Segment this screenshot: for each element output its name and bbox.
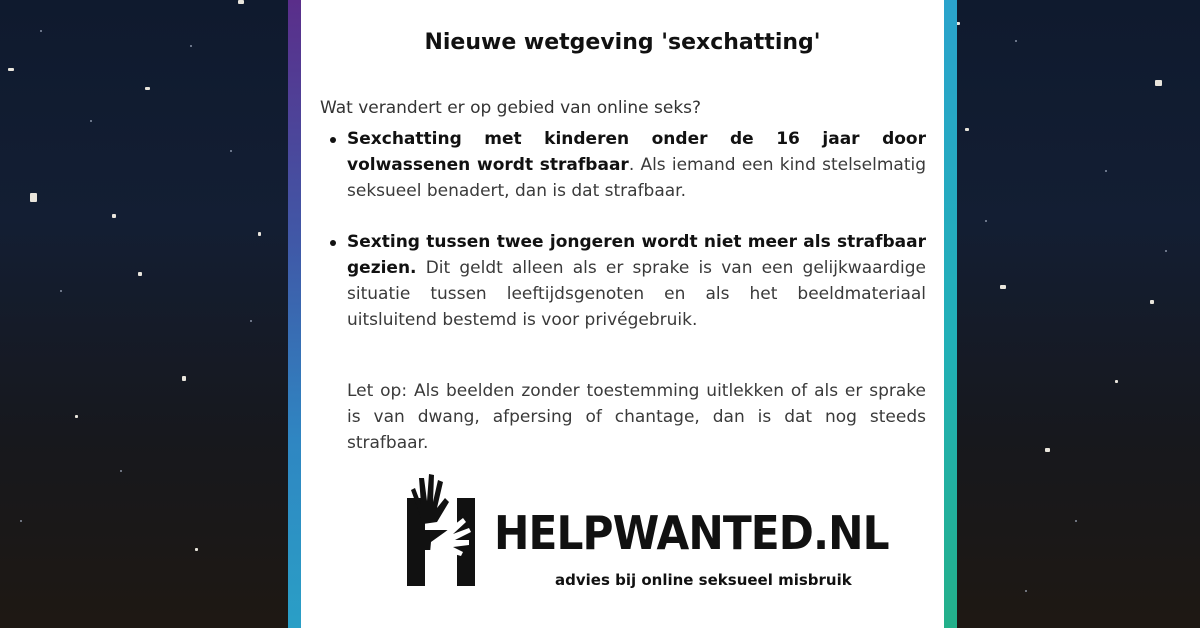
- helpwanted-logo: [401, 468, 889, 593]
- logo-wordmark: HELPWANTED.NL: [494, 506, 889, 560]
- night-sky-left: [0, 0, 300, 628]
- confetti-speck: [258, 232, 261, 236]
- confetti-speck: [1045, 448, 1050, 452]
- gradient-border-right: [944, 0, 957, 628]
- hands-h-logo-icon: [401, 468, 481, 588]
- bullet-text: . Als iemand een kind stelselmatig seksueel benadert, dan is dat strafbaar.: [347, 155, 926, 201]
- confetti-speck: [8, 68, 14, 71]
- confetti-speck: [30, 193, 37, 202]
- confetti-speck: [75, 415, 78, 418]
- list-item: [320, 229, 926, 333]
- confetti-speck: [195, 548, 198, 551]
- confetti-speck: [1150, 300, 1154, 304]
- warning-note: Let op: Als beelden zonder toestemming uitlekken of als er sprake is van dwang, afpersing of chantage, dan is dat nog steeds strafbaar.: [347, 381, 926, 453]
- bullet-list: [320, 126, 926, 333]
- confetti-speck: [182, 376, 186, 381]
- bullet-dot-icon: [330, 137, 336, 143]
- intro-text: Wat verandert er op gebied van online seks?: [320, 98, 702, 118]
- info-card: [301, 0, 944, 628]
- confetti-speck: [1155, 80, 1162, 86]
- night-sky-right: [955, 0, 1200, 628]
- confetti-speck: [112, 214, 116, 218]
- card-title: Nieuwe wetgeving 'sexchatting': [424, 30, 821, 55]
- confetti-speck: [1115, 380, 1118, 383]
- confetti-speck: [145, 87, 150, 90]
- confetti-speck: [1000, 285, 1006, 289]
- bullet-bold-text: Sexchatting met kinderen onder de 16 jaar door volwassenen wordt strafbaar: [347, 129, 926, 175]
- list-item: [320, 126, 926, 204]
- logo-tagline: advies bij online seksueel misbruik: [555, 571, 852, 589]
- bullet-dot-icon: [330, 240, 336, 246]
- confetti-speck: [965, 128, 969, 131]
- gradient-border-left: [288, 0, 301, 628]
- confetti-speck: [238, 0, 244, 4]
- confetti-speck: [138, 272, 142, 276]
- bullet-bold-text: Sexting tussen twee jongeren wordt niet meer als strafbaar gezien.: [347, 232, 926, 278]
- bullet-text: Dit geldt alleen als er sprake is van een gelijkwaardige situatie tussen leeftijdsgenoten en als het beeldmateriaal uitsluitend bestemd is voor privégebruik.: [347, 258, 926, 330]
